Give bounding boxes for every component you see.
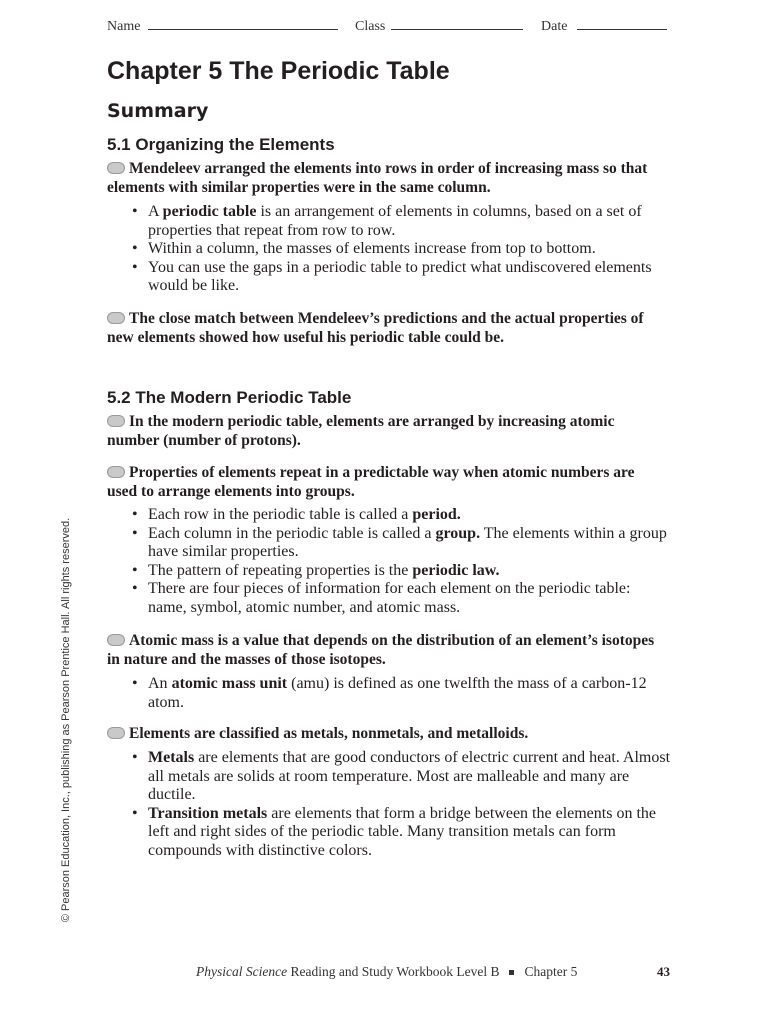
term: periodic table <box>162 203 257 220</box>
key-concept-icon <box>107 634 125 646</box>
term: atomic mass unit <box>171 675 288 692</box>
text: The pattern of repeating properties is the <box>148 561 413 579</box>
date-field <box>541 17 667 35</box>
text: is an arrangement of elements in columns, based on a set of properties that repeat from row to row. <box>148 203 642 239</box>
section-5-2-heading: 5.2 The Modern Periodic Table <box>107 388 352 407</box>
key-concept <box>107 310 667 347</box>
key-text: Atomic mass is a value that depends on the distribution of an element’s isotopes in nature and the masses of those isotopes. <box>107 632 655 668</box>
list-item <box>130 240 670 259</box>
list-item <box>130 506 670 525</box>
key-concept-icon <box>107 727 125 739</box>
name-label: Name <box>107 19 141 34</box>
term: Transition metals <box>148 804 268 822</box>
bullet-list <box>130 203 670 296</box>
key-text: In the modern periodic table, elements are arranged by increasing atomic number (number of protons). <box>107 413 615 449</box>
term: period. <box>412 506 461 523</box>
text: are elements that are good conductors of electric current and heat. Almost all metals are solids at room temperature. Most are malleable and many are ductile. <box>148 749 671 803</box>
list-item <box>130 259 670 296</box>
text: There are four pieces of information for each element on the periodic table: name, symbol, atomic number, and atomic mass. <box>148 580 631 616</box>
footer <box>196 964 577 980</box>
name-line <box>148 17 338 30</box>
key-concept <box>107 725 667 744</box>
list-item <box>130 805 670 861</box>
class-field <box>355 17 523 35</box>
text: The elements within a group have similar properties. <box>148 524 667 560</box>
key-concept-icon <box>107 466 125 478</box>
key-text: Mendeleev arranged the elements into rows in order of increasing mass so that elements with similar properties were in the same column. <box>107 160 648 196</box>
key-concept-icon <box>107 162 125 174</box>
list-item <box>130 525 670 562</box>
text: Each column in the periodic table is called a <box>148 524 436 542</box>
list-item <box>130 562 670 581</box>
separator-bullet-icon <box>509 970 514 975</box>
date-line <box>577 17 667 30</box>
key-concept <box>107 413 667 450</box>
chapter-label: Chapter 5 <box>524 964 578 979</box>
key-text: Properties of elements repeat in a predictable way when atomic numbers are used to arrange elements into groups. <box>107 464 635 500</box>
book-subtitle: Reading and Study Workbook Level B <box>287 964 500 979</box>
list-item <box>130 675 670 712</box>
class-label: Class <box>355 19 386 34</box>
class-line <box>391 17 523 30</box>
key-concept <box>107 160 667 197</box>
date-label: Date <box>541 19 568 34</box>
page-number: 43 <box>657 964 670 979</box>
text: (amu) is defined as one twelfth the mass of a carbon-12 atom. <box>148 675 647 711</box>
page-title: Chapter 5 The Periodic Table <box>107 57 450 85</box>
section-5-1-heading: 5.1 Organizing the Elements <box>107 135 335 154</box>
name-field <box>107 17 338 35</box>
key-concept-icon <box>107 415 125 427</box>
key-text: The close match between Mendeleev’s predictions and the actual properties of new elements showed how useful his periodic table could be. <box>107 310 644 346</box>
text: Within a column, the masses of elements increase from top to bottom. <box>148 240 596 257</box>
term: periodic law. <box>412 561 500 579</box>
term: group. <box>435 524 481 542</box>
text: You can use the gaps in a periodic table to predict what undiscovered elements would be like. <box>148 258 652 294</box>
term: Metals <box>148 749 195 766</box>
list-item <box>130 203 670 240</box>
list-item <box>130 749 670 805</box>
text: are elements that form a bridge between the elements on the left and right sides of the periodic table. Many transition metals can form compounds with distinctive colors. <box>148 804 656 859</box>
key-concept-icon <box>107 312 125 324</box>
summary-heading: Summary <box>107 100 209 122</box>
key-concept <box>107 464 667 501</box>
book-title: Physical Science <box>196 964 288 979</box>
text: An <box>148 675 172 692</box>
bullet-list <box>130 749 670 860</box>
key-text: Elements are classified as metals, nonmetals, and metalloids. <box>129 725 529 742</box>
text: Each row in the periodic table is called a <box>148 506 413 523</box>
key-concept <box>107 632 667 669</box>
bullet-list <box>130 675 670 712</box>
copyright-note: © Pearson Education, Inc., publishing as Pearson Prentice Hall. All rights reserved. <box>60 517 72 923</box>
bullet-list <box>130 506 670 617</box>
text: A <box>148 203 163 220</box>
list-item <box>130 580 670 617</box>
